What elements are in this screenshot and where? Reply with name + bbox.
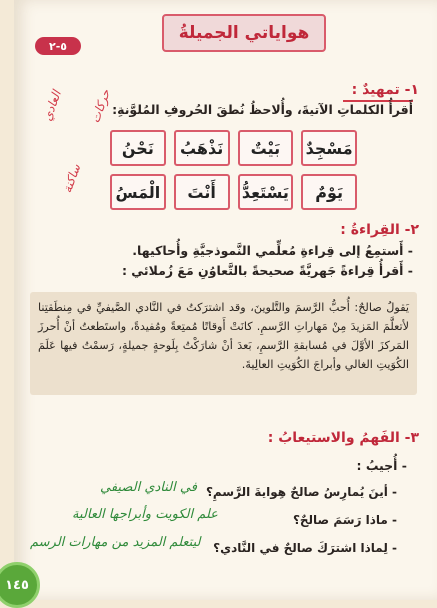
section-comprehension-heading: ٣- الفَهمُ والاستيعابُ : <box>267 430 419 446</box>
lesson-number-badge: ٥-٢ <box>35 37 81 55</box>
question-2: - ماذا رَسَمَ صالحٌ؟ <box>292 513 397 527</box>
reading-line-1: - أَستمِعُ إلى قِراءةِ مُعلِّمي النَّموذجيَّةِ وأُحاكيها. <box>132 243 413 258</box>
word-box: يَسْتَعِدُّ <box>238 174 294 210</box>
word-box: الْمَسُ <box>110 174 166 210</box>
page-number-badge: ١٤٥ <box>0 562 40 608</box>
reading-line-2: - أَقرأُ قِراءةً جَهريَّةً صحيحةً بالتَّعاوُنِ مَعَ زُملائي : <box>121 263 413 278</box>
word-grid <box>110 130 357 210</box>
section-intro-heading: ١- تمهيدٌ : <box>351 82 419 98</box>
margin-note-1: العادي <box>40 88 64 123</box>
word-box: مَسْجِدٌ <box>301 130 357 166</box>
page-title: هواياتي الجميلةُ <box>178 23 310 43</box>
answer-2: علم الكويت وأبراجها العالية <box>72 507 218 522</box>
answer-1: في النادي الصيفي <box>100 480 197 495</box>
word-box: نَحْنُ <box>110 130 166 166</box>
intro-instruction: أَقرأُ الكلماتِ الآتيةَ، وأُلاحظُ نُطقَ الحُروفِ المُلوَّنةِ: <box>112 102 413 117</box>
word-box: بَيْتٌ <box>238 130 294 166</box>
reading-passage <box>30 292 417 395</box>
word-box: يَوْمٌ <box>301 174 357 210</box>
margin-note-2: حركات <box>88 87 114 125</box>
answer-prompt: - أُجيبُ : <box>356 458 407 473</box>
answer-3: ليتعلم المزيد من مهارات الرسم <box>30 535 201 550</box>
margin-note-3: ساكنة <box>60 162 84 195</box>
question-1: - أينَ يُمارِسُ صالحٌ هِوايةَ الرَّسمِ؟ <box>205 485 397 499</box>
reading-passage-text: يَقولُ صالحٌ: أُحبُّ الرَّسمَ والتَّلوينَ، وقد اشترَكتُ في النَّادي الصَّيفيِّ في مِنطَقتِنا لأتعلَّمَ المَزيدَ مِنْ مَهاراتِ الرَّسمِ. كانَتْ أَوقاتًا مُمتِعةً ومُفيدةً، واستَطعتُ أنْ أُحرزَ المَركزَ الأوَّلَ في مُسابقةِ الرَّسمِ، بَعدَ أنْ شارَكْتُ بِلَوحةٍ جميلةٍ، رَسمْتُ فيها عَلَمَ الكُوَيتِ الغالي وأبراجَ الكُوَيتِ العالِيةَ. <box>38 301 409 371</box>
section-reading-heading: ٢- القِراءةُ : <box>340 222 419 238</box>
question-3: - لِماذا اشترَكَ صالحٌ في النَّادي؟ <box>213 541 397 555</box>
lesson-title-banner <box>162 14 326 52</box>
word-box: أَنْتَ <box>174 174 230 210</box>
word-box: نَذْهَبُ <box>174 130 230 166</box>
